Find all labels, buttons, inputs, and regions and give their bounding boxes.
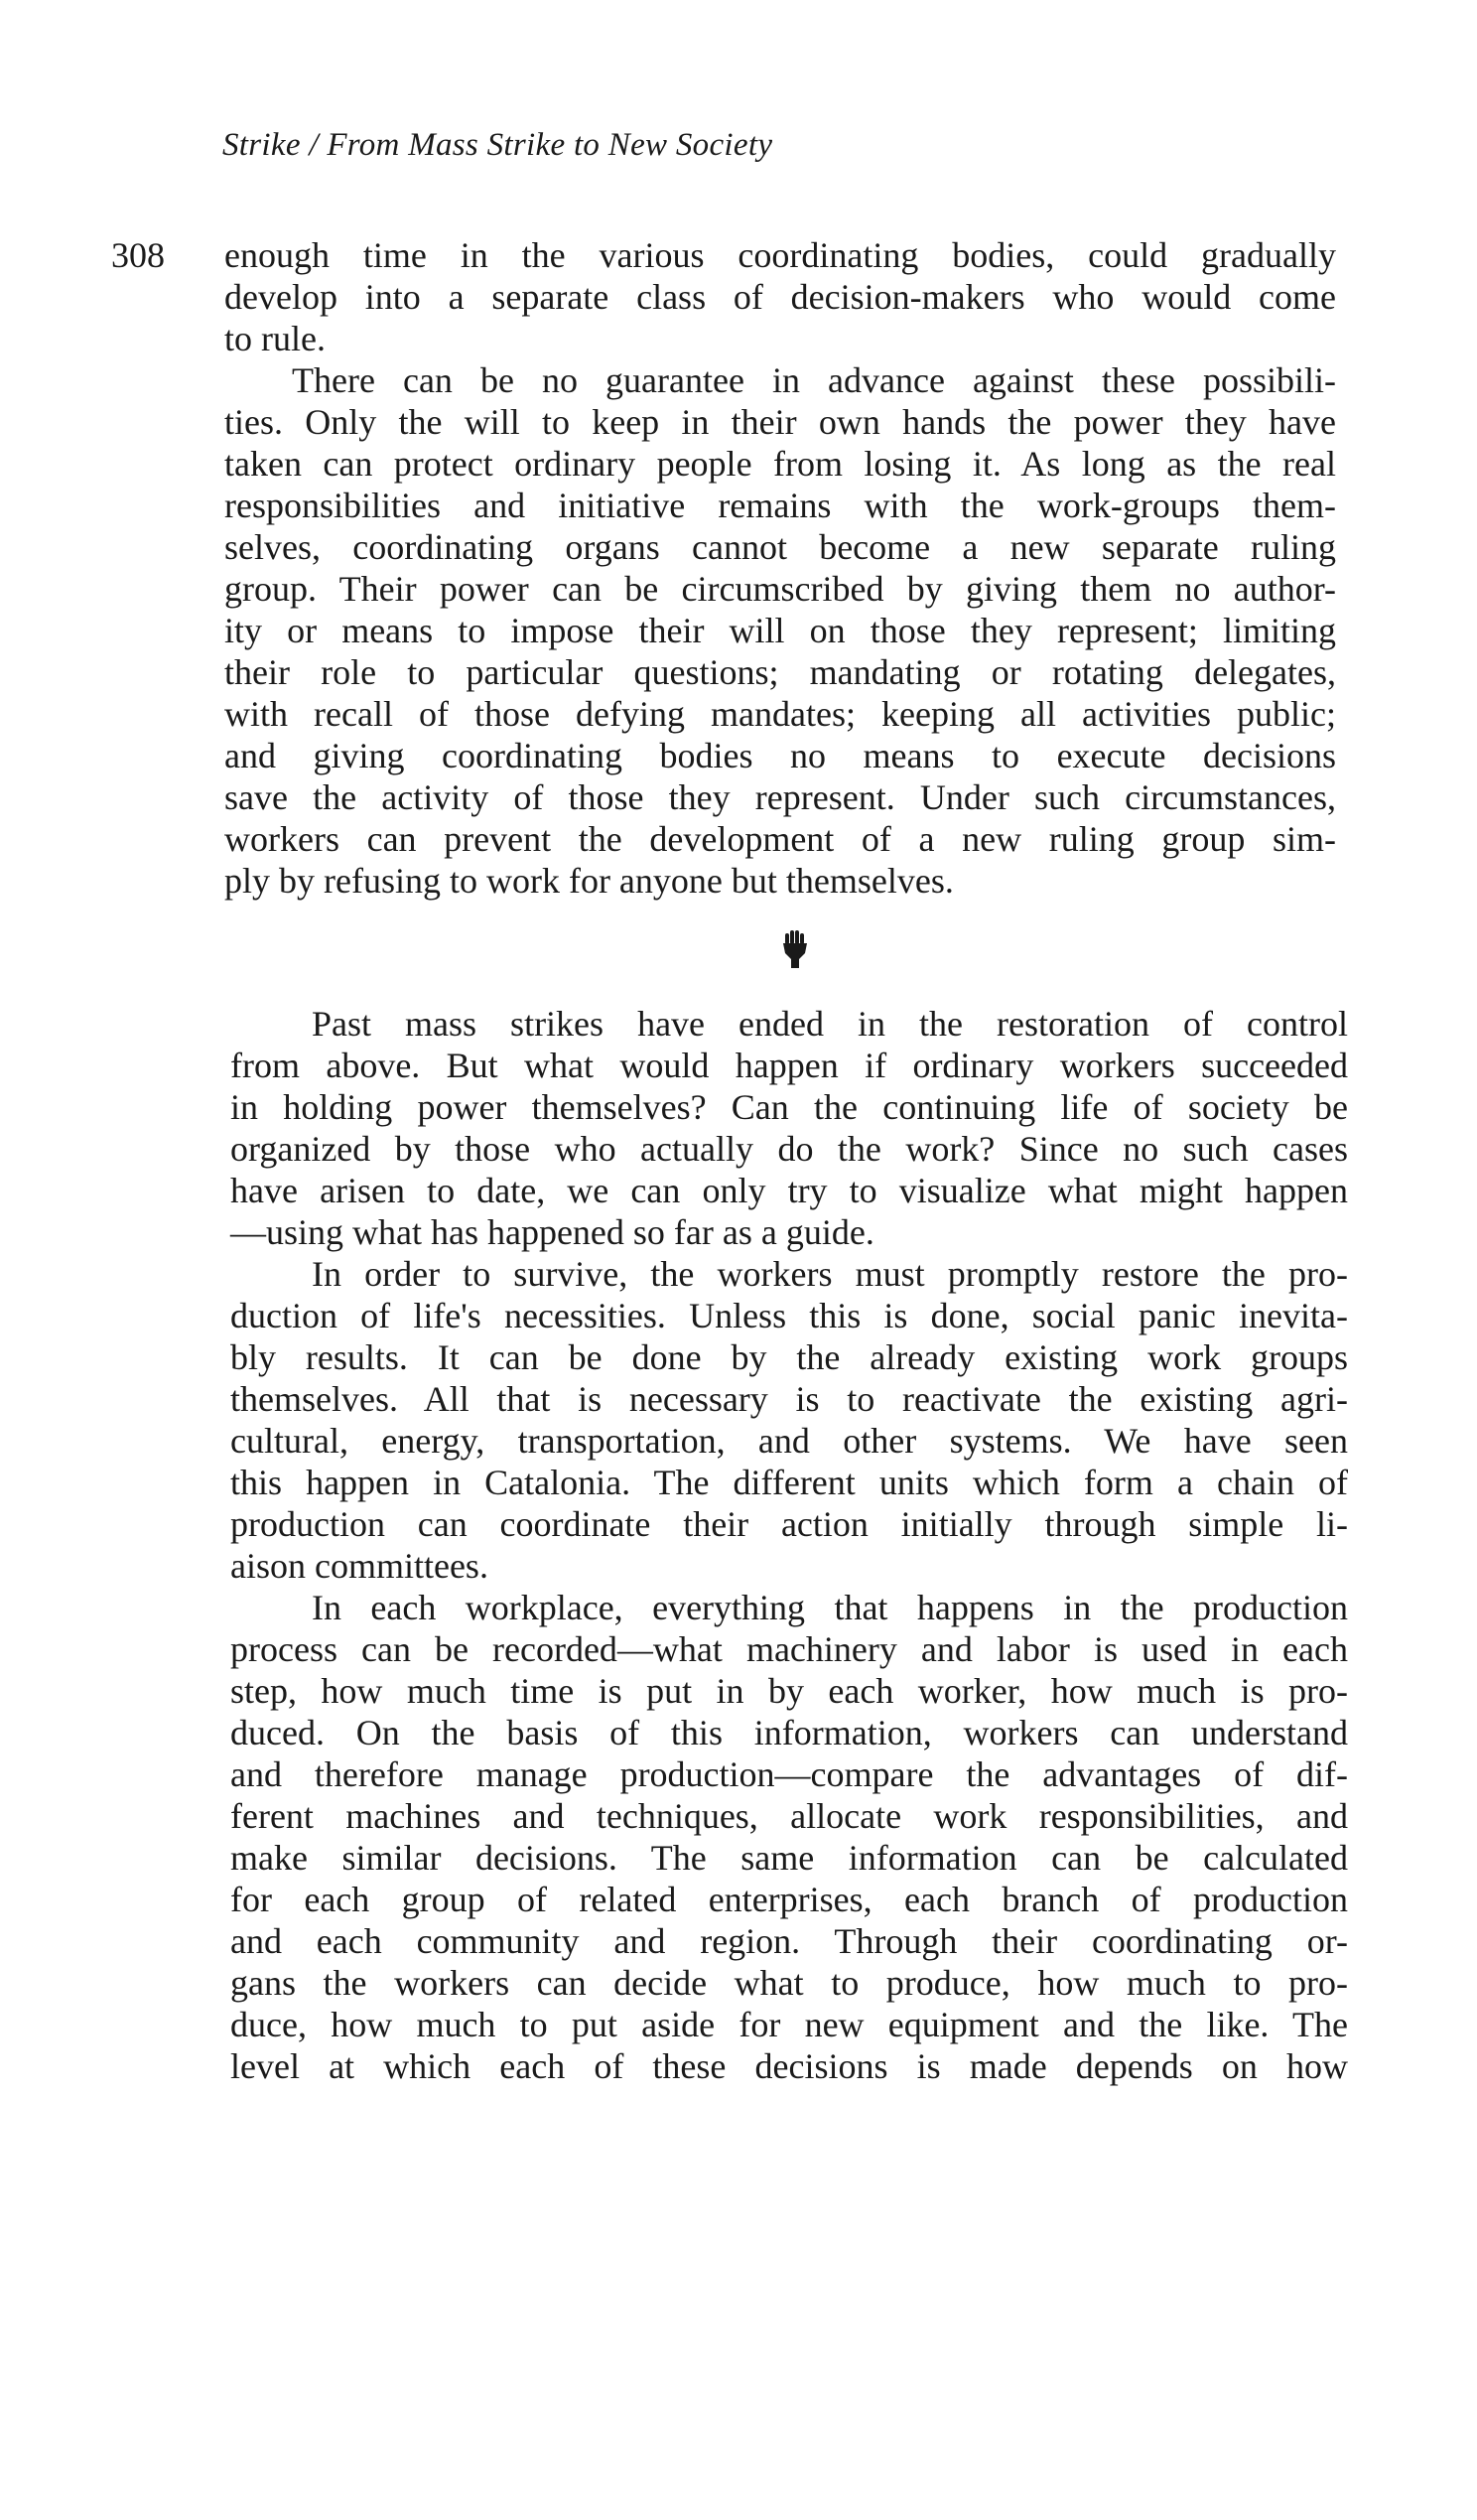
text-line: themselves. All that is necessary is to reactivate the existing agri- — [230, 1379, 1348, 1419]
text-line: process can be recorded—what machinery and labor is used in each — [230, 1629, 1348, 1669]
text-line: In order to survive, the workers must promptly restore the pro- — [312, 1254, 1348, 1294]
text-line: ply by refusing to work for anyone but themselves. — [224, 861, 954, 901]
text-block-1 — [224, 234, 1336, 902]
text-line: for each group of related enterprises, each branch of production — [230, 1880, 1348, 1919]
text-line: develop into a separate class of decision-makers who would come — [224, 277, 1336, 317]
text-line: responsibilities and initiative remains with the work-groups them- — [224, 486, 1336, 525]
text-line: taken can protect ordinary people from losing it. As long as the real — [224, 444, 1336, 484]
text-line: selves, coordinating organs cannot become a new separate ruling — [224, 527, 1336, 567]
text-line: ferent machines and techniques, allocate work responsibilities, and — [230, 1796, 1348, 1836]
text-line: ties. Only the will to keep in their own hands the power they have — [224, 402, 1336, 442]
text-line: organized by those who actually do the work? Since no such cases — [230, 1129, 1348, 1169]
text-line: cultural, energy, transportation, and other systems. We have seen — [230, 1421, 1348, 1461]
text-line: duction of life's necessities. Unless this is done, social panic inevita- — [230, 1296, 1348, 1335]
text-line: bly results. It can be done by the already existing work groups — [230, 1337, 1348, 1377]
text-block-2 — [230, 1003, 1348, 2087]
text-line: aison committees. — [230, 1546, 488, 1586]
running-head: Strike / From Mass Strike to New Society — [222, 127, 773, 163]
text-line: to rule. — [224, 319, 326, 358]
text-line: save the activity of those they represent. Under such circumstances, — [224, 777, 1336, 817]
text-line: and therefore manage production—compare the advantages of dif- — [230, 1754, 1348, 1794]
text-line: make similar decisions. The same information can be calculated — [230, 1838, 1348, 1878]
text-line: ity or means to impose their will on those they represent; limiting — [224, 611, 1336, 650]
text-line: gans the workers can decide what to produce, how much to pro- — [230, 1963, 1348, 2003]
page-number: 308 — [111, 235, 165, 275]
text-line: from above. But what would happen if ordinary workers succeeded — [230, 1046, 1348, 1085]
text-line: in holding power themselves? Can the continuing life of society be — [230, 1087, 1348, 1127]
text-line: with recall of those defying mandates; keeping all activities public; — [224, 694, 1336, 734]
text-line: Past mass strikes have ended in the restoration of control — [312, 1004, 1348, 1044]
text-line: —using what has happened so far as a guide. — [230, 1212, 874, 1252]
text-line: There can be no guarantee in advance against these possibili- — [292, 360, 1336, 400]
text-line: In each workplace, everything that happens in the production — [312, 1588, 1348, 1627]
text-line: this happen in Catalonia. The different units which form a chain of — [230, 1463, 1348, 1502]
text-line: duced. On the basis of this information, workers can understand — [230, 1713, 1348, 1752]
text-line: have arisen to date, we can only try to visualize what might happen — [230, 1171, 1348, 1210]
text-line: duce, how much to put aside for new equipment and the like. The — [230, 2005, 1348, 2044]
text-line: workers can prevent the development of a new ruling group sim- — [224, 819, 1336, 859]
text-line: enough time in the various coordinating bodies, could gradually — [224, 235, 1336, 275]
text-line: and each community and region. Through their coordinating or- — [230, 1921, 1348, 1961]
text-line: their role to particular questions; mandating or rotating delegates, — [224, 652, 1336, 692]
text-line: production can coordinate their action initially through simple li- — [230, 1504, 1348, 1544]
text-line: group. Their power can be circumscribed by giving them no author- — [224, 569, 1336, 609]
text-line: and giving coordinating bodies no means to execute decisions — [224, 736, 1336, 775]
text-line: level at which each of these decisions is made depends on how — [230, 2046, 1348, 2086]
raised-fist-icon — [780, 929, 810, 969]
text-line: step, how much time is put in by each worker, how much is pro- — [230, 1671, 1348, 1711]
